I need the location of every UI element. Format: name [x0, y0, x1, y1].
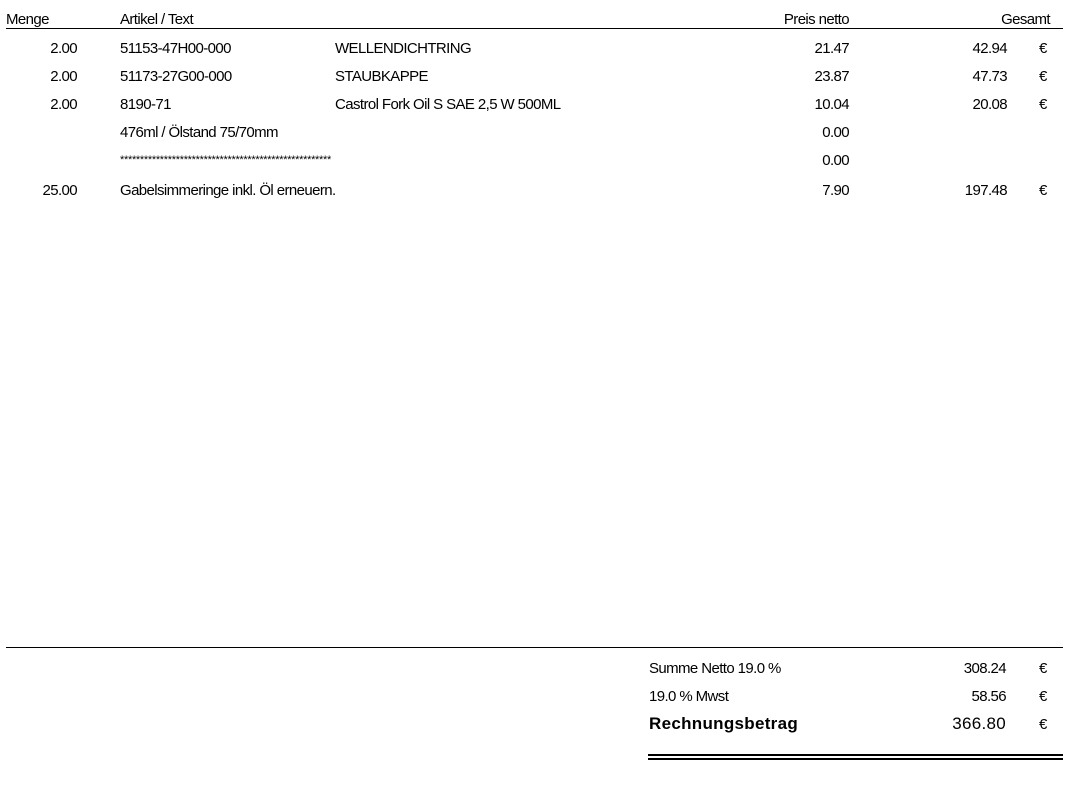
row-price: 7.90 — [822, 182, 849, 199]
row-currency: € — [1039, 182, 1047, 199]
summary-vat-row — [0, 688, 1086, 710]
header-qty: Menge — [6, 11, 49, 28]
row-total: 20.08 — [972, 96, 1007, 113]
table-row — [0, 96, 1086, 116]
row-qty: 2.00 — [50, 68, 77, 85]
summary-total-row — [0, 714, 1086, 736]
table-row — [0, 124, 1086, 144]
row-qty: 2.00 — [50, 96, 77, 113]
row-price: 23.87 — [814, 68, 849, 85]
row-description: STAUBKAPPE — [335, 68, 428, 85]
summary-total-value: 366.80 — [952, 714, 1006, 733]
summary-total-label: Rechnungsbetrag — [649, 714, 799, 733]
row-currency: € — [1039, 96, 1047, 113]
header-total: Gesamt — [1001, 11, 1050, 28]
row-article: 8190-71 — [120, 96, 171, 113]
row-qty: 25.00 — [42, 182, 77, 199]
table-row — [0, 40, 1086, 60]
row-article: Gabelsimmeringe inkl. Öl erneuern. — [120, 182, 336, 199]
row-total: 197.48 — [964, 182, 1007, 199]
row-currency: € — [1039, 68, 1047, 85]
header-price: Preis netto — [783, 11, 849, 28]
row-total: 47.73 — [972, 68, 1007, 85]
summary-vat-currency: € — [1039, 688, 1047, 705]
header-article: Artikel / Text — [120, 11, 194, 28]
row-total: 42.94 — [972, 40, 1007, 57]
summary-net-row — [0, 660, 1086, 682]
row-price: 10.04 — [814, 96, 849, 113]
row-article: 51173-27G00-000 — [120, 68, 232, 85]
row-article: 51153-47H00-000 — [120, 40, 231, 57]
summary-net-currency: € — [1039, 660, 1047, 677]
summary-vat-value: 58.56 — [971, 688, 1006, 705]
summary-net-value: 308.24 — [963, 660, 1006, 677]
row-description: WELLENDICHTRING — [335, 40, 472, 57]
summary-net-label: Summe Netto 19.0 % — [649, 660, 781, 677]
table-row — [0, 68, 1086, 88]
row-price: 0.00 — [822, 152, 849, 169]
table-row — [0, 182, 1086, 202]
row-qty: 2.00 — [50, 40, 77, 57]
row-description: Castrol Fork Oil S SAE 2,5 W 500ML — [335, 96, 561, 113]
total-double-underline-bottom — [648, 758, 1063, 760]
summary-total-currency: € — [1039, 716, 1048, 733]
row-currency: € — [1039, 40, 1047, 57]
row-article: 476ml / Ölstand 75/70mm — [120, 124, 278, 141]
total-double-underline-top — [648, 754, 1063, 756]
footer-divider — [6, 647, 1063, 648]
header-divider — [6, 28, 1063, 29]
row-price: 21.47 — [814, 40, 849, 57]
table-row — [0, 152, 1086, 172]
row-price: 0.00 — [822, 124, 849, 141]
summary-vat-label: 19.0 % Mwst — [649, 688, 729, 705]
row-separator-stars: ***************************************************** — [120, 154, 331, 166]
